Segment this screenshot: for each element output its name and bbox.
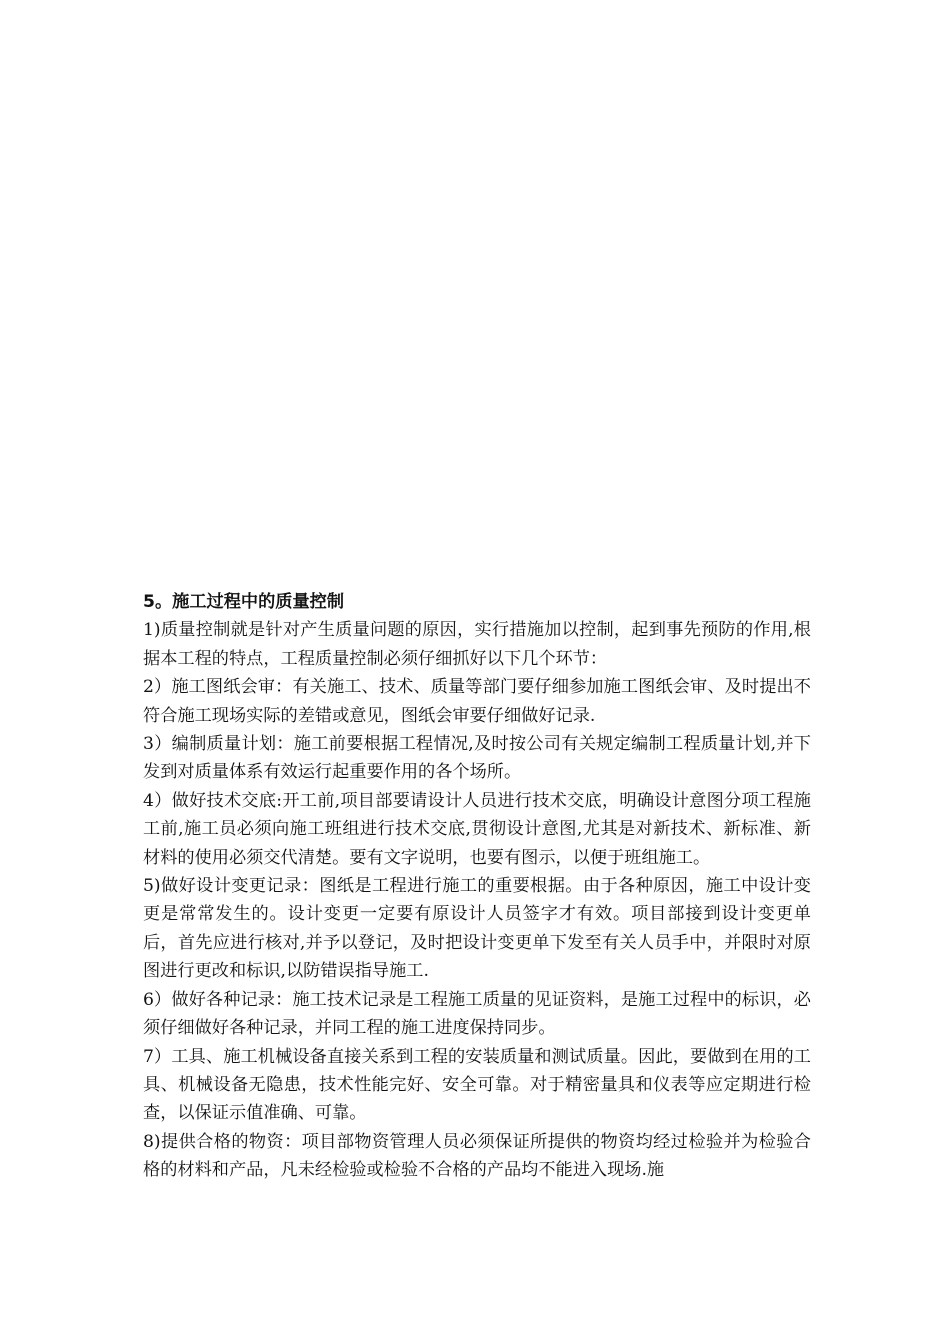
paragraph-5: 5)做好设计变更记录：图纸是工程进行施工的重要根据。由于各种原因，施工中设计变更是常常发生的。设计变更一定要有原设计人员签字才有效。项目部接到设计变更单后，首先应进行核对,并予以登记，及时把设计变更单下发至有关人员手中，并限时对原图进行更改和标识,以防错误指导施工.: [143, 876, 811, 982]
paragraph-1: 1)质量控制就是针对产生质量问题的原因，实行措施加以控制，起到事先预防的作用,根据本工程的特点，工程质量控制必须仔细抓好以下几个环节：: [143, 620, 811, 669]
paragraph-3: 3）编制质量计划：施工前要根据工程情况,及时按公司有关规定编制工程质量计划,并下发到对质量体系有效运行起重要作用的各个场所。: [143, 734, 811, 783]
paragraph-6: 6）做好各种记录：施工技术记录是工程施工质量的见证资料，是施工过程中的标识，必须仔细做好各种记录，并同工程的施工进度保持同步。: [143, 989, 811, 1039]
section-heading: 5。施工过程中的质量控制: [143, 592, 345, 612]
paragraph-8: 8)提供合格的物资：项目部物资管理人员必须保证所提供的物资均经过检验并为检验合格的材料和产品，凡未经检验或检验不合格的产品均不能进入现场.施: [143, 1131, 811, 1181]
paragraph-2: 2）施工图纸会审：有关施工、技术、质量等部门要仔细参加施工图纸会审、及时提出不符合施工现场实际的差错或意见，图纸会审要仔细做好记录.: [143, 677, 811, 726]
paragraph-7: 7）工具、施工机械设备直接关系到工程的安装质量和测试质量。因此，要做到在用的工具、机械设备无隐患，技术性能完好、安全可靠。对于精密量具和仪表等应定期进行检查，以保证示值准确、可靠。: [143, 1046, 811, 1124]
paragraph-4: 4）做好技术交底:开工前,项目部要请设计人员进行技术交底，明确设计意图分项工程施工前,施工员必须向施工班组进行技术交底,贯彻设计意图,尤其是对新技术、新标准、新材料的使用必须交代清楚。要有文字说明，也要有图示，以便于班组施工。: [143, 790, 811, 868]
document-body: [143, 588, 811, 1185]
